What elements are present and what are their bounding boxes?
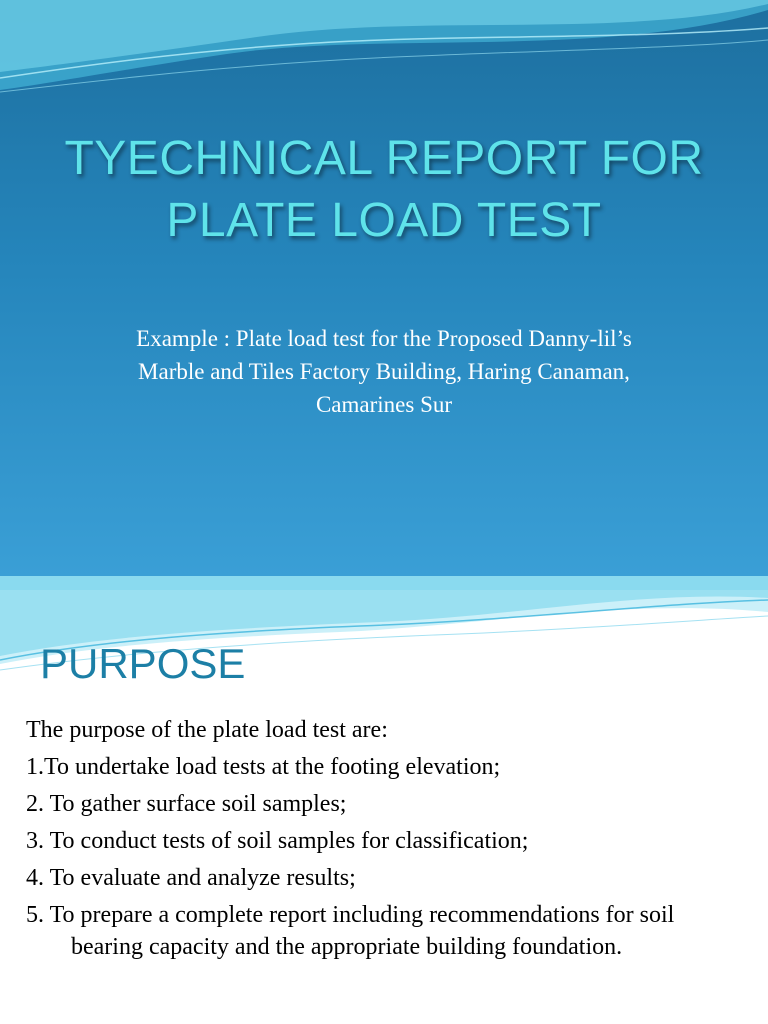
slide-title (0, 128, 768, 252)
purpose-list (26, 714, 746, 968)
slide-subtitle (40, 322, 728, 421)
list-item: 5. To prepare a complete report including recommendations for soil bearing capacity and the appropriate building foundation. (26, 902, 675, 960)
list-item: 4. To evaluate and analyze results; (26, 865, 356, 891)
subtitle-line-1: Example : Plate load test for the Proposed Danny-lil’s (136, 326, 632, 351)
subtitle-line-2: Marble and Tiles Factory Building, Haring Canaman, (138, 359, 630, 384)
section-heading: PURPOSE (40, 640, 246, 687)
subtitle-line-3: Camarines Sur (315, 392, 453, 417)
title-line-1: TYECHNICAL REPORT FOR (64, 132, 704, 185)
list-item: 2. To gather surface soil samples; (26, 791, 347, 817)
title-line-2: PLATE LOAD TEST (166, 194, 602, 247)
list-item: 3. To conduct tests of soil samples for classification; (26, 828, 529, 854)
purpose-slide (0, 576, 768, 1024)
list-item: 1.To undertake load tests at the footing elevation; (26, 754, 501, 780)
list-item: The purpose of the plate load test are: (26, 717, 388, 743)
wave-decoration-top (0, 0, 768, 110)
